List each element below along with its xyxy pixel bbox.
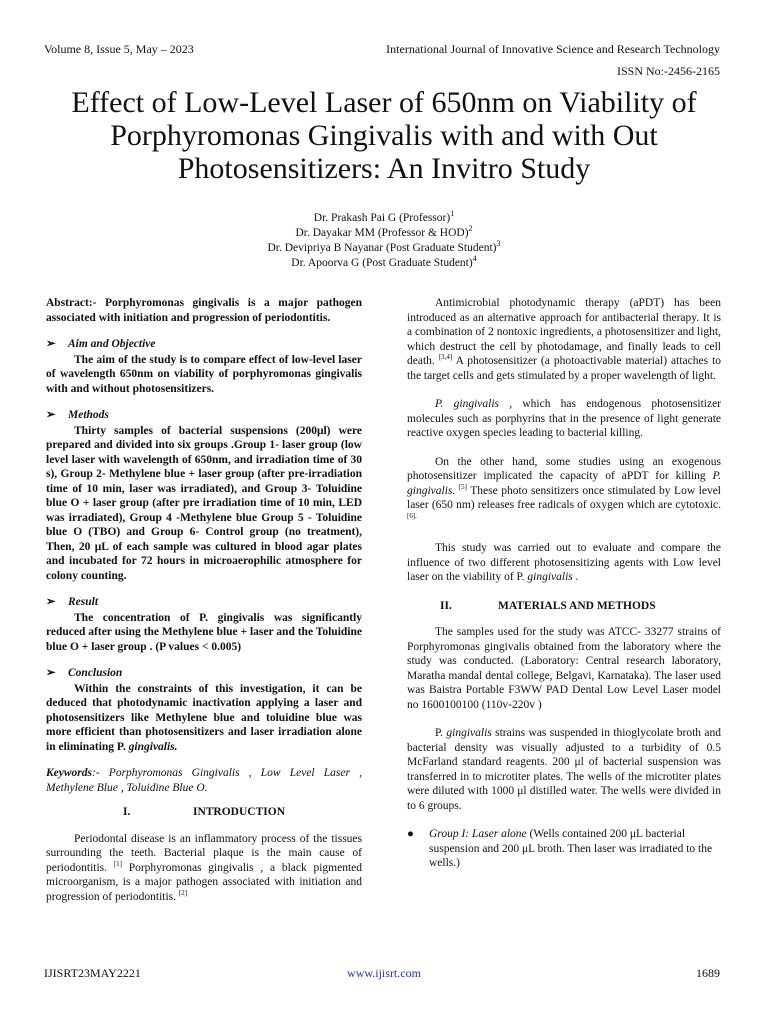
conclusion-heading: ➢ Conclusion xyxy=(46,667,123,679)
paper-title: Effect of Low-Level Laser of 650nm on Viability of Porphyromonas Gingivalis with and with Out Photosensitizers: An Invitro Study xyxy=(71,86,697,185)
author-list xyxy=(0,211,768,271)
left-column xyxy=(46,296,362,904)
abstract: Abstract:- Porphyromonas gingivalis is a major pathogen associated with initiation and progression of periodontitis. xyxy=(46,297,362,324)
bullet-icon: ● xyxy=(407,828,414,840)
keywords: Keywords:- Porphyromonas Gingivalis , Low Level Laser , Methylene Blue , Toluidine Blue O. xyxy=(46,767,362,794)
introduction-heading: I. INTRODUCTION xyxy=(122,806,285,818)
right-column xyxy=(407,296,721,871)
aim-text: The aim of the study is to compare effect of low-level laser of wavelength 650nm on viability of porphyromonas gingivalis with and without photosensitizers. xyxy=(46,353,362,395)
website-link[interactable]: www.ijisrt.com xyxy=(347,966,421,980)
gingivalis-paragraph: P. gingivalis , which has endogenous photosensitizer molecules such as porphyrins that in the presence of light generate reactive oxygen species leading to bacterial killing. xyxy=(407,398,722,439)
group-bullet xyxy=(407,827,721,871)
samples-paragraph: The samples used for the study was ATCC- 33277 strains of Porphyromonas gingivalis obtained from the laboratory where the study was conducted. (Laboratory: Central research laboratory, Maratha mandal dental college, Belgavi, Karnataka). The laser used was Baistra Portable F3WW PAD Dental Low Level Laser model no 1600100100 (110v-220v ) xyxy=(407,626,721,711)
materials-heading: II. MATERIALS AND METHODS xyxy=(440,599,656,612)
issn: ISSN No:-2456-2165 xyxy=(616,64,720,78)
volume-issue: Volume 8, Issue 5, May – 2023 xyxy=(44,42,194,56)
result-text: The concentration of P. gingivalis was significantly reduced after using the Methylene blue + laser and the Toluidine blue O + laser group . (P values < 0.005) xyxy=(46,611,362,653)
strains-paragraph: P. gingivalis strains was suspended in thioglycolate broth and bacterial density was visually adjusted to a turbidity of 0.5 McFarland standard reagents. 200 μl of bacterial suspension was transferred in to microtiter plates. The wells of the microtiter plates were diluted with 1000 μl distilled water. The wells were divided in to 6 groups. xyxy=(407,727,722,812)
apdt-paragraph: Antimicrobial photodynamic therapy (aPDT) has been introduced as an alternative approach for antibacterial therapy. It is a combination of 2 nontoxic ingredients, a photosensitizer and light, which destruct the cell by photodamage, and finally leads to cell death. [3,4] A photosensitizer (a photoactivable material) attaches to the target cells and gets stimulated by a proper wavelength of light. xyxy=(407,297,722,382)
author: Dr. Prakash Pai G (Professor)$^1$ xyxy=(313,209,455,224)
exogenous-paragraph: On the other hand, some studies using an exogenous photosensitizer implicated the capacity of aPDT for killing P. gingivalis. [5] These photo sensitizers once stimulated by Low level laser (650 nm) releases free radicals of oxygen which are cytotoxic. $^{[6].}$ xyxy=(407,455,722,520)
intro-paragraph: Periodontal disease is an inflammatory process of the tissues surrounding the teeth. Bacterial plaque is the main cause of periodontitis. [1] Porphyromonas gingivalis , a black pigmented microorganism, is a major pathogen associated with initiation and progression of periodontitis. [2] xyxy=(46,832,363,903)
journal-name: International Journal of Innovative Science and Research Technology xyxy=(386,42,720,56)
study-aim-paragraph: This study was carried out to evaluate and compare the influence of two different photosensitizing agents with Low level laser on the viability of P. gingivalis . xyxy=(407,542,721,583)
author: Dr. Apoorva G (Post Graduate Student)$^4$ xyxy=(291,254,477,269)
paper-id: IJISRT23MAY2221 xyxy=(44,966,141,980)
methods-text: Thirty samples of bacterial suspensions (200μl) were prepared and divided into six groups .Group 1- laser group (low level laser with wavelength of 650nm, and irradiation time of 30 s), Group 2- Methylene blue + laser group (after pre-irradiation time of 10 min, laser was irradiated), and Group 3- Toluidine blue O + laser group (after pre irradiation time of 10 min, LED was irradiated), Group 4 -Methylene blue Group 5 - Toluidine blue O (TBO) and Group 6- Control group (no treatment), Then, 20 μL of each sample was cultured in blood agar plates and incubated for 72 hours in microaerophilic atmosphere for colony counting. xyxy=(46,424,362,582)
aim-heading: ➢ Aim and Objective xyxy=(46,338,156,350)
result-heading: ➢ Result xyxy=(46,596,99,608)
page-number: 1689 xyxy=(696,966,720,980)
author: Dr. Devipriya B Nayanar (Post Graduate Student)$^3$ xyxy=(267,239,501,254)
methods-heading: ➢ Methods xyxy=(46,409,109,421)
author: Dr. Dayakar MM (Professor & HOD)$^2$ xyxy=(295,224,473,239)
bullet-text: Group I: Laser alone (Wells contained 200 μL bacterial suspension and 200 μL broth. Then laser was irradiated to the wells.) xyxy=(429,828,713,869)
conclusion-text: Within the constraints of this investigation, it can be deduced that photodynamic inactivation applying a laser and photosensitizers like Methylene blue and toluidine blue was more efficient than photosensitizers and laser irradiation alone in eliminating P. gingivalis. xyxy=(46,682,362,753)
